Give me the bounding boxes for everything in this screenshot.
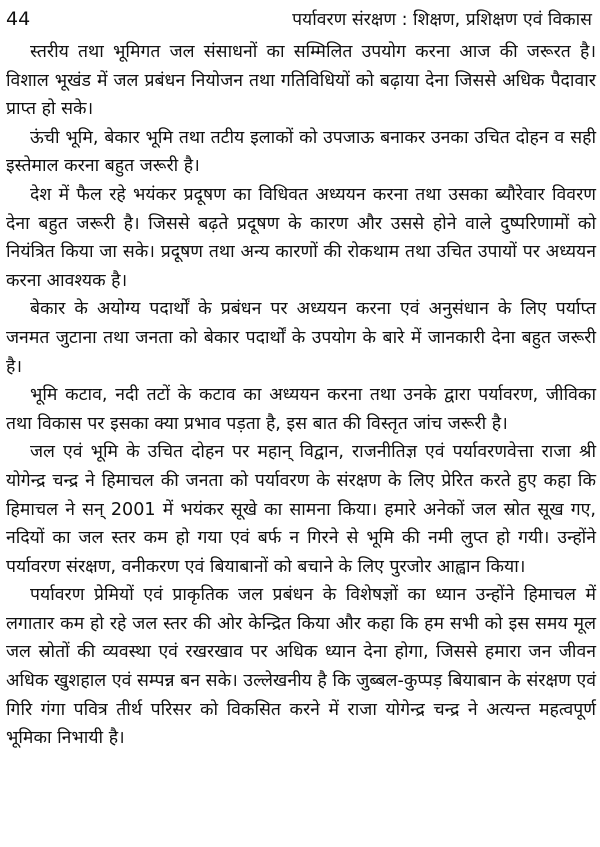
page-header <box>6 4 592 34</box>
page-number: 44 <box>6 8 31 30</box>
body-text <box>6 38 596 753</box>
paragraph: स्तरीय तथा भूमिगत जल संसाधनों का सम्मिलित उपयोग करना आज की जरूरत है। विशाल भूखंड में जल प्रबंधन नियोजन तथा गतिविधियों को बढ़ाया देना जिससे अधिक पैदावार प्राप्त हो सके। <box>6 42 596 120</box>
paragraph: ऊंची भूमि, बेकार भूमि तथा तटीय इलाकों को उपजाऊ बनाकर उनका उचित दोहन व सही इस्तेमाल करना बहुत जरूरी है। <box>6 127 596 177</box>
paragraph: पर्यावरण प्रेमियों एवं प्राकृतिक जल प्रबंधन के विशेषज्ञों का ध्यान उन्होंने हिमाचल में लगातार कम हो रहे जल स्तर की ओर केन्द्रित किया और कहा कि हम सभी को इस समय मूल जल स्रोतों की व्यवस्था एवं रखरखाव पर अधिक ध्यान देना होगा, जिससे हमारा जन जीवन अधिक खुशहाल एवं सम्पन्न बन सके। उल्लेखनीय है कि जुब्बल-कुप्पड़ बियाबान के संरक्षण एवं गिरि गंगा पवित्र तीर्थ परिसर को विकसित करने में राजा योगेन्द्र चन्द्र ने अत्यन्त महत्वपूर्ण भूमिका निभायी है। <box>6 585 596 749</box>
running-title: पर्यावरण संरक्षण : शिक्षण, प्रशिक्षण एवं विकास <box>292 10 592 30</box>
paragraph: जल एवं भूमि के उचित दोहन पर महान् विद्वान, राजनीतिज्ञ एवं पर्यावरणवेत्ता राजा श्री योगेन्द्र चन्द्र ने हिमाचल की जनता को पर्यावरण के संरक्षण के लिए प्रेरित करते हुए कहा कि हिमाचल ने सन् 2001 में भयंकर सूखे का सामना किया। हमारे अनेकों जल स्रोत सूख गए, नदियों का जल स्तर कम हो गया एवं बर्फ न गिरने से भूमि की नमी लुप्त हो गयी। उन्होंने पर्यावरण संरक्षण, वनीकरण एवं बियाबानों को बचाने के लिए पुरजोर आह्वान किया। <box>6 442 596 577</box>
paragraph: भूमि कटाव, नदी तटों के कटाव का अध्ययन करना तथा उनके द्वारा पर्यावरण, जीविका तथा विकास पर इसका क्या प्रभाव पड़ता है, इस बात की विस्तृत जांच जरूरी है। <box>6 385 596 434</box>
paragraph: देश में फैल रहे भयंकर प्रदूषण का विधिवत अध्ययन करना तथा उसका ब्यौरेवार विवरण देना बहुत जरूरी है। जिससे बढ़ते प्रदूषण के कारण और उससे होने वाले दुष्परिणामों को नियंत्रित किया जा सके। प्रदूषण तथा अन्य कारणों की रोकथाम तथा उचित उपायों पर अध्ययन करना आवश्यक है। <box>6 184 596 291</box>
paragraph: बेकार के अयोग्य पदार्थों के प्रबंधन पर अध्ययन करना एवं अनुसंधान के लिए पर्याप्त जनमत जुटाना तथा जनता को बेकार पदार्थों के उपयोग के बारे में जानकारी देना बहुत जरूरी है। <box>6 299 596 377</box>
